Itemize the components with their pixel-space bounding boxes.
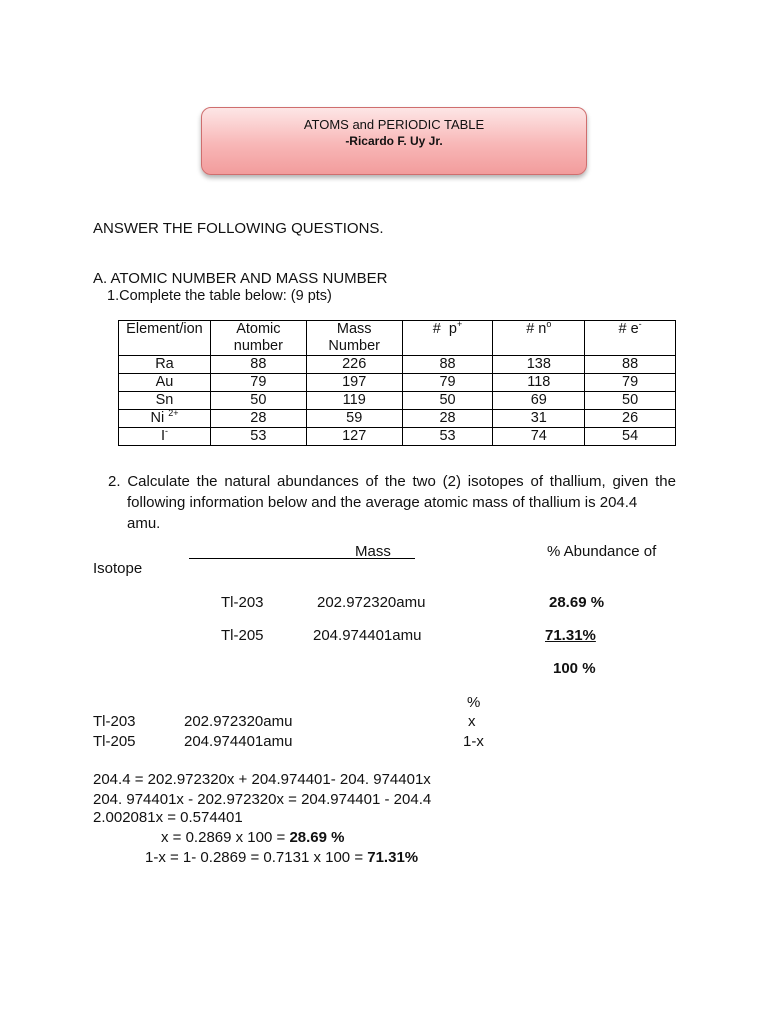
header-neutrons: # $n^o$ <box>493 321 585 356</box>
question-2-line-3: amu. <box>127 515 161 532</box>
equation-1: 204.4 = 202.972320x + 204.974401- 204. 974401x <box>93 771 431 788</box>
table-cell: 197 <box>306 374 402 392</box>
table-cell: 74 <box>493 428 585 446</box>
isotope-name: Tl-205 <box>221 627 264 644</box>
solution-isotope: Tl-205 <box>93 733 136 750</box>
table-cell: 138 <box>493 356 585 374</box>
isotope-label: Isotope <box>93 560 143 577</box>
table-cell: 28 <box>402 410 493 428</box>
table-cell: 31 <box>493 410 585 428</box>
isotope-abundance: 28.69 % <box>549 594 605 611</box>
header-protons: # p+ <box>402 321 493 356</box>
isotope-name: Tl-203 <box>221 594 264 611</box>
isotope-mass: 204.974401amu <box>313 627 422 644</box>
document-author: -Ricardo F. Uy Jr. <box>345 134 443 148</box>
title-box <box>201 107 587 175</box>
header-element-ion: Element/ion <box>119 321 211 356</box>
element-cell: Ni $^{2+}$ <box>119 410 211 428</box>
table-row <box>119 392 676 410</box>
percent-header: % <box>467 694 481 711</box>
table-cell: 53 <box>210 428 306 446</box>
equation-5-result: 71.31% <box>367 849 419 866</box>
solution-isotope: Tl-203 <box>93 713 136 730</box>
abundance-header: % Abundance of <box>547 543 657 560</box>
header-atomic-number: Atomic number <box>210 321 306 356</box>
element-cell: Ra <box>119 356 211 374</box>
table-cell: 79 <box>402 374 493 392</box>
table-row <box>119 428 676 446</box>
header-mass-number: Mass Number <box>306 321 402 356</box>
table-cell: 127 <box>306 428 402 446</box>
table-cell: 226 <box>306 356 402 374</box>
element-cell: Sn <box>119 392 211 410</box>
table-row <box>119 356 676 374</box>
table-cell: 53 <box>402 428 493 446</box>
atomic-table <box>118 320 676 446</box>
header-electrons: # e- <box>585 321 676 356</box>
table-cell: 88 <box>585 356 676 374</box>
table-row <box>119 374 676 392</box>
abundance-total: 100 % <box>553 660 596 677</box>
instructions: ANSWER THE FOLLOWING QUESTIONS. <box>93 220 384 237</box>
isotope-abundance: 71.31% <box>545 627 596 644</box>
solution-mass: 204.974401amu <box>184 733 293 750</box>
table-cell: 50 <box>585 392 676 410</box>
table-cell: 28 <box>210 410 306 428</box>
table-cell: 69 <box>493 392 585 410</box>
table-cell: 88 <box>210 356 306 374</box>
document-title: ATOMS and PERIODIC TABLE <box>303 117 485 132</box>
equation-3: 2.002081x = 0.574401 <box>93 809 243 826</box>
question-2-line-1: 2. Calculate the natural abundances of the two (2) isotopes of thallium, given the <box>108 473 676 490</box>
element-cell: Au <box>119 374 211 392</box>
solution-variable: x <box>468 713 476 730</box>
table-cell: 59 <box>306 410 402 428</box>
isotope-mass: 202.972320amu <box>317 594 426 611</box>
equation-4: x = 0.2869 x 100 = 28.69 % <box>161 829 345 846</box>
table-cell: 50 <box>402 392 493 410</box>
mass-header: Mass <box>355 543 391 560</box>
question-2 <box>108 471 676 534</box>
table-cell: 54 <box>585 428 676 446</box>
table-cell: 50 <box>210 392 306 410</box>
question-2-line-2: following information below and the average atomic mass of thallium is 204.4 <box>127 494 638 511</box>
question-1: 1.Complete the table below: (9 pts) <box>107 288 332 304</box>
table-cell: 79 <box>585 374 676 392</box>
table-row <box>119 410 676 428</box>
equation-2: 204. 974401x - 202.972320x = 204.974401 - 204.4 <box>93 791 432 808</box>
table-cell: 26 <box>585 410 676 428</box>
table-cell: 119 <box>306 392 402 410</box>
section-a-heading: A. ATOMIC NUMBER AND MASS NUMBER <box>93 270 388 287</box>
atomic-table-header-row <box>119 321 676 356</box>
table-cell: 118 <box>493 374 585 392</box>
element-cell: I- <box>119 428 211 446</box>
equation-5: 1-x = 1- 0.2869 = 0.7131 x 100 = 71.31% <box>145 849 419 866</box>
solution-mass: 202.972320amu <box>184 713 293 730</box>
table-cell: 79 <box>210 374 306 392</box>
equation-4-result: 28.69 % <box>289 829 345 846</box>
table-cell: 88 <box>402 356 493 374</box>
solution-variable: 1-x <box>463 733 484 750</box>
